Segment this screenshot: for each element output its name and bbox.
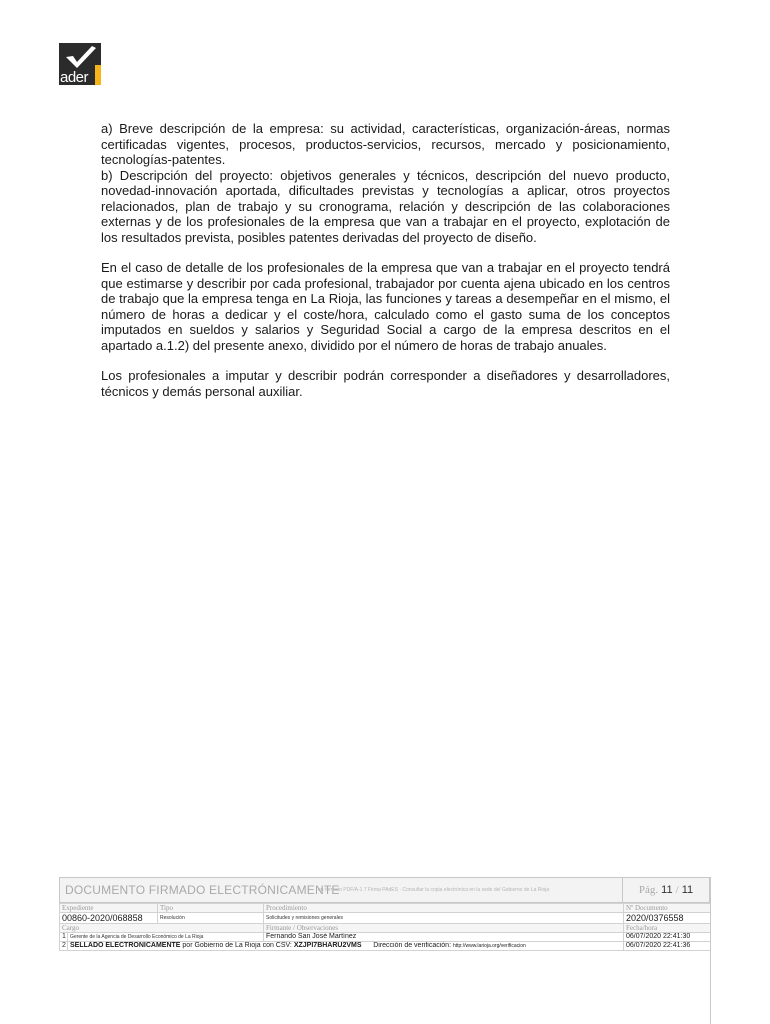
page-current: 11 xyxy=(661,884,673,896)
header-row-2 xyxy=(60,924,711,933)
signer-name: Fernando San José Martínez xyxy=(264,933,624,942)
verification-url[interactable]: http://www.larioja.org/verificacion xyxy=(452,943,526,949)
checkmark-icon xyxy=(63,45,97,69)
ader-logo xyxy=(59,43,101,85)
signer-number: 1 xyxy=(60,933,68,942)
seal-number: 2 xyxy=(60,942,68,951)
n-documento-value: 2020/0376558 xyxy=(624,913,711,924)
signature-header xyxy=(59,877,710,903)
signature-table xyxy=(59,903,711,951)
seal-label-rest: por Gobierno de La Rioja con CSV: xyxy=(182,942,292,949)
tipo-value: Resolución xyxy=(158,913,264,924)
paragraph-d: Los profesionales a imputar y describir podrán corresponder a diseñadores y desarrolladores, técnicos y demás personal auxiliar. xyxy=(101,368,670,399)
header-n-documento: Nº Documento xyxy=(624,904,711,913)
values-row xyxy=(60,913,711,924)
header-firmante: Firmante / Observaciones xyxy=(264,924,624,933)
seal-text xyxy=(68,942,624,951)
seal-label: SELLADO ELECTRÓNICAMENTE xyxy=(70,942,181,949)
paragraph-c: En el caso de detalle de los profesionales de la empresa que van a trabajar en el proyecto tendrá que estimarse y describir por cada profesional, trabajador por cuenta ajena ubicado en los centros de trabajo que la empresa tenga en La Rioja, las funciones y tareas a desempeñar en el mismo, el número de horas a dedicar y el coste/hora, calculado como el gasto suma de los conceptos imputados en sueldos y salarios y Seguridad Social a cargo de la empresa descritos en el apartado a.1.2) del presente anexo, dividido por el número de horas de trabajo anuales. xyxy=(101,260,670,353)
signature-description: en formato PDF/A-1 7 Firma PAdES · Consultar la copia electrónica en la sede del Gobierno de La Rioja xyxy=(318,887,550,893)
paragraph-a: a) Breve descripción de la empresa: su actividad, características, organización-áreas, normas certificadas vigentes, procesos, productos-servicios, recursos, mercado y posicionamiento, tecnologías-patentes. xyxy=(101,121,670,167)
signer-cargo: Gerente de la Agencia de Desarrollo Económico de La Rioja xyxy=(68,933,264,942)
header-tipo: Tipo xyxy=(158,904,264,913)
header-cargo: Cargo xyxy=(60,924,264,933)
signature-block xyxy=(59,877,710,951)
page-total: 11 xyxy=(681,884,694,896)
header-fecha-hora: Fecha/hora xyxy=(624,924,711,933)
page-indicator: Pág. 11 / 11 xyxy=(622,878,709,902)
expediente-value: 00860-2020/068858 xyxy=(60,913,158,924)
seal-csv: XZJPI7BHARU2VMS xyxy=(293,942,362,949)
logo-stripe xyxy=(95,65,101,85)
signature-title: DOCUMENTO FIRMADO ELECTRÓNICAMENTE xyxy=(65,883,340,897)
seal-row xyxy=(60,942,711,951)
header-procedimiento: Procedimiento xyxy=(264,904,624,913)
document-body xyxy=(101,121,670,399)
header-row-1 xyxy=(60,904,711,913)
verification-label: Dirección de verificación: xyxy=(373,942,452,949)
signer-date: 06/07/2020 22:41:30 xyxy=(624,933,711,942)
paragraph-b: b) Descripción del proyecto: objetivos generales y técnicos, descripción del nuevo producto, novedad-innovación aportada, dificultades previstas y tecnologías a aplicar, otros proyectos relacionados, plan de trabajo y su cronograma, relación y descripción de las colaboraciones externas y de los profesionales de la empresa que van a trabajar en el proyecto, explotación de los resultados prevista, posibles patentes derivadas del proyecto de diseño. xyxy=(101,167,670,245)
margin-line xyxy=(710,877,711,1024)
page-label: Pág. xyxy=(638,884,659,896)
header-expediente: Expediente xyxy=(60,904,158,913)
seal-date: 06/07/2020 22:41:36 xyxy=(624,942,711,951)
procedimiento-value: Solicitudes y remisiones generales xyxy=(264,913,624,924)
logo-text: ader xyxy=(60,69,89,85)
signer-row xyxy=(60,933,711,942)
